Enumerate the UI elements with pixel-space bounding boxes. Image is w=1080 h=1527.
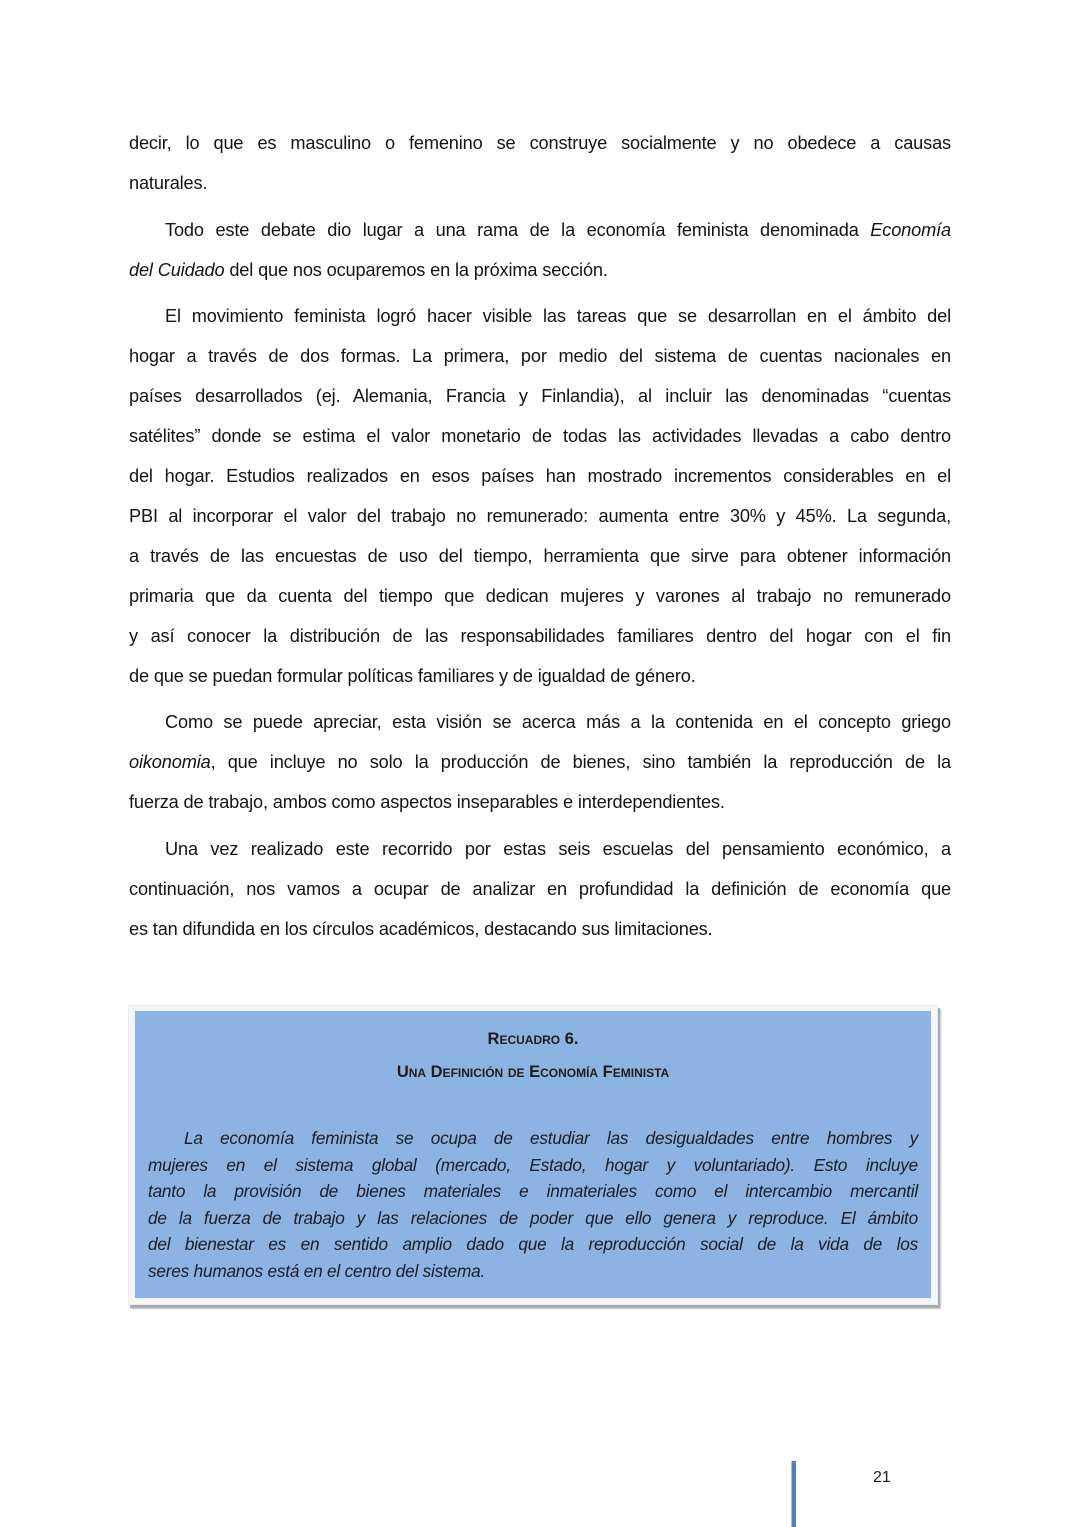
recuadro-box (128, 1005, 938, 1305)
footer-vertical-rule (791, 1461, 796, 1527)
recuadro-title: Recuadro 6. (487, 1030, 579, 1048)
paragraph-line: es tan difundida en los círculos académicos, destacando sus limitaciones. (129, 919, 713, 939)
italic-term: Economía (870, 220, 951, 240)
paragraph-line: Una vez realizado este recorrido por estas seis escuelas del pensamiento económico, a (165, 839, 951, 859)
paragraph-line: de que se puedan formular políticas familiares y de igualdad de género. (129, 666, 696, 686)
paragraph-line: primaria que da cuenta del tiempo que dedican mujeres y varones al trabajo no remunerado (129, 586, 951, 606)
recuadro-line: tanto la provisión de bienes materiales e inmateriales como el intercambio mercantil (148, 1181, 918, 1202)
paragraph-line: oikonomia, que incluye no solo la producción de bienes, sino también la reproducción de la (129, 752, 951, 772)
paragraph-3 (129, 296, 951, 696)
paragraph-line: del Cuidado del que nos ocuparemos en la próxima sección. (129, 260, 608, 280)
paragraph-line: hogar a través de dos formas. La primera, por medio del sistema de cuentas nacionales en (129, 346, 951, 366)
paragraph-line: fuerza de trabajo, ambos como aspectos inseparables e interdependientes. (129, 792, 725, 812)
page-number: 21 (873, 1469, 891, 1486)
paragraph-line: y así conocer la distribución de las responsabilidades familiares dentro del hogar con el fin (129, 626, 951, 646)
recuadro-body (148, 1125, 918, 1285)
paragraph-2 (129, 210, 951, 290)
paragraph-4 (129, 702, 951, 822)
paragraph-line: satélites” donde se estima el valor monetario de todas las actividades llevadas a cabo dentro (129, 426, 951, 446)
recuadro-fill (135, 1011, 931, 1298)
paragraph-line: decir, lo que es masculino o femenino se construye socialmente y no obedece a causas (129, 133, 951, 153)
paragraph-line: a través de las encuestas de uso del tiempo, herramienta que sirve para obtener información (129, 546, 951, 566)
recuadro-line: del bienestar es en sentido amplio dado que la reproducción social de la vida de los (148, 1234, 918, 1255)
italic-term: del Cuidado (129, 260, 225, 280)
paragraph-line: naturales. (129, 173, 208, 193)
paragraph-1 (129, 123, 951, 203)
paragraph-line: del hogar. Estudios realizados en esos países han mostrado incrementos considerables en el (129, 466, 951, 486)
italic-term: oikonomia (129, 752, 211, 772)
paragraph-5 (129, 829, 951, 949)
recuadro-line: mujeres en el sistema global (mercado, Estado, hogar y voluntariado). Esto incluye (148, 1154, 918, 1175)
recuadro-line: seres humanos está en el centro del sistema. (148, 1260, 486, 1281)
paragraph-line: Como se puede apreciar, esta visión se acerca más a la contenida en el concepto griego (165, 712, 951, 732)
paragraph-line: países desarrollados (ej. Alemania, Francia y Finlandia), al incluir las denominadas “cuentas (129, 386, 951, 406)
recuadro-subtitle: Una Definición de Economía Feminista (396, 1063, 670, 1081)
paragraph-line: PBI al incorporar el valor del trabajo no remunerado: aumenta entre 30% y 45%. La segunda, (129, 506, 951, 526)
recuadro-line: de la fuerza de trabajo y las relaciones de poder que ello genera y reproduce. El ámbito (148, 1207, 918, 1228)
paragraph-line: El movimiento feminista logró hacer visible las tareas que se desarrollan en el ámbito del (165, 306, 951, 326)
recuadro-line: La economía feminista se ocupa de estudiar las desigualdades entre hombres y (184, 1128, 918, 1148)
paragraph-line: Todo este debate dio lugar a una rama de la economía feminista denominada Economía (165, 220, 951, 240)
paragraph-line: continuación, nos vamos a ocupar de analizar en profundidad la definición de economía que (129, 879, 951, 899)
